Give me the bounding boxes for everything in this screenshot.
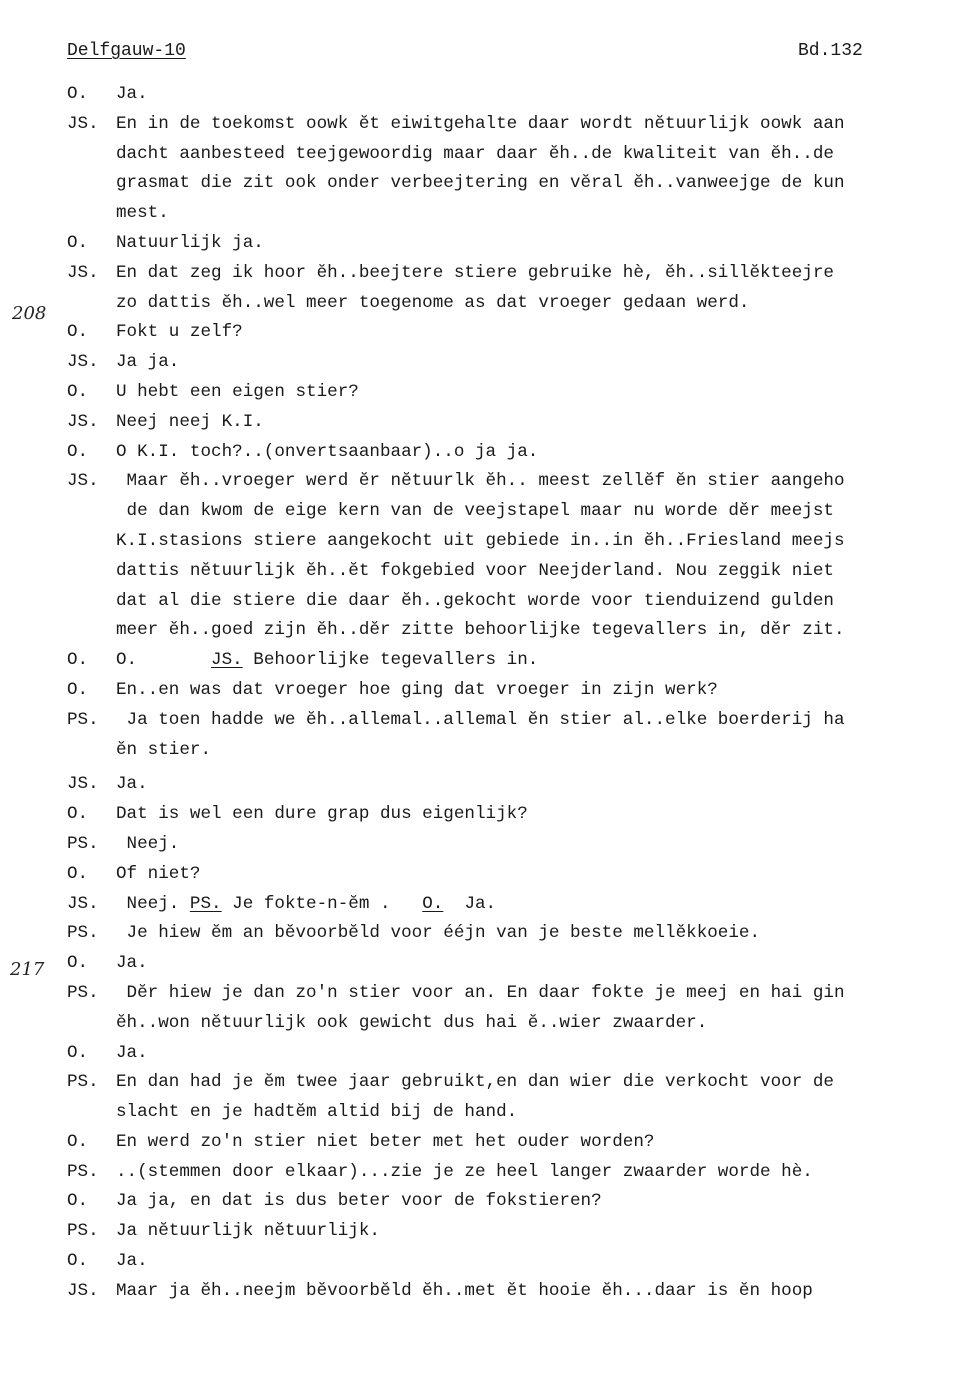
transcript-turn — [67, 110, 973, 229]
transcript-turn — [67, 770, 973, 800]
utterance-line: mest. — [116, 203, 169, 224]
utterance-line: Fokt u zelf? — [116, 322, 243, 343]
speaker-label: O. — [67, 650, 89, 671]
speaker-label: O. — [67, 84, 89, 104]
utterance-line: zo dattis ĕh..wel meer toegenome as dat vroeger gedaan werd. — [116, 292, 750, 313]
transcript-turn — [67, 949, 973, 979]
utterance-line: Ja. — [116, 774, 148, 795]
speaker-label: PS. — [67, 1161, 99, 1182]
utterance-line: En dan had je ĕm twee jaar gebruikt,en dan wier die verkocht voor de — [116, 1072, 834, 1093]
utterance-line: Ja. — [116, 1042, 148, 1063]
speaker-label: O. — [67, 863, 89, 884]
transcript-turn — [67, 1187, 973, 1217]
utterance-line: Neej. — [116, 833, 180, 854]
speaker-label: JS. — [67, 774, 99, 795]
transcript-turn — [67, 1128, 973, 1158]
utterance-line: Neej. — [116, 893, 190, 914]
utterance-line: En werd zo'n stier niet beter met het ouder worden? — [116, 1131, 655, 1152]
utterance-line: Ja ja, en dat is dus beter voor de fokstieren? — [116, 1191, 602, 1212]
speaker-label: JS. — [67, 113, 99, 134]
transcript-turn — [67, 318, 973, 348]
speaker-label: O. — [67, 1042, 89, 1063]
transcript-turn — [67, 467, 973, 646]
utterance-line: ĕh..won nĕtuurlijk ook gewicht dus hai ĕ..wier zwaarder. — [116, 1012, 708, 1033]
document-title: Delfgauw-10 — [67, 41, 186, 61]
margin-note-time-1: 208 — [12, 303, 47, 324]
speaker-label: O. — [67, 232, 89, 253]
transcript-turn — [67, 646, 973, 676]
speaker-label: O. — [67, 322, 89, 343]
transcript-turn — [67, 259, 973, 319]
utterance-line: ..(stemmen door elkaar)...zie je ze heel langer zwaarder worde hè. — [116, 1161, 813, 1182]
utterance-line: Neej neej K.I. — [116, 411, 264, 432]
speaker-label: JS. — [67, 262, 99, 283]
utterance-line: Ja. — [116, 953, 148, 974]
margin-note-time-2: 217 — [10, 959, 45, 980]
utterance-line: Natuurlijk ja. — [116, 232, 264, 253]
transcript-turn — [67, 1039, 973, 1069]
transcript-turn — [67, 979, 973, 1039]
utterance-line: En in de toekomst oowk ĕt eiwitgehalte daar wordt nĕtuurlijk oowk aan — [116, 113, 845, 134]
speaker-label: PS. — [67, 709, 99, 730]
speaker-label: O. — [67, 381, 89, 402]
utterance-line: U hebt een eigen stier? — [116, 381, 359, 402]
speaker-label: PS. — [67, 1072, 99, 1093]
speaker-label: O. — [67, 679, 89, 700]
speaker-label: JS. — [67, 411, 99, 432]
speaker-label: JS. — [67, 352, 99, 373]
transcript-turn — [67, 229, 973, 259]
transcript-turn — [67, 676, 973, 706]
inline-utterance: Behoorlijke tegevallers in. — [242, 650, 539, 671]
transcript-turn — [67, 890, 973, 920]
transcript-turn — [67, 919, 973, 949]
page-reference: Bd.132 — [798, 41, 863, 61]
speaker-label: PS. — [67, 1221, 99, 1242]
utterance-line: Ja toen hadde we ĕh..allemal..allemal ĕn stier al..elke boerderij ha — [116, 709, 845, 730]
utterance-line: dattis nĕtuurlijk ĕh..ĕt fokgebied voor Neejderland. Nou zeggik niet — [116, 560, 834, 581]
inline-utterance: Je fokte-n-ĕm . — [221, 893, 423, 914]
transcript-turn — [67, 1068, 973, 1128]
utterance-line: de dan kwom de eige kern van de veejstapel maar nu worde dĕr meejst — [116, 501, 834, 522]
utterance-line: K.I.stasions stiere aangekocht uit gebiede in..in ĕh..Friesland meejs — [116, 530, 845, 551]
utterance-line: Ja. — [116, 84, 148, 104]
transcript — [67, 80, 973, 1307]
transcript-turn — [67, 800, 973, 830]
speaker-label: JS. — [67, 893, 99, 914]
utterance-line: grasmat die zit ook onder verbeejtering en vĕral ĕh..vanweejge de kun — [116, 173, 845, 194]
utterance-line: slacht en je hadtĕm altid bij de hand. — [116, 1102, 518, 1123]
utterance-line: En..en was dat vroeger hoe ging dat vroeger in zijn werk? — [116, 679, 718, 700]
speaker-label: JS. — [67, 1280, 99, 1301]
transcript-turn — [67, 1277, 973, 1307]
speaker-label: O. — [67, 1191, 89, 1212]
utterance-line: dat al die stiere die daar ĕh..gekocht worde voor tienduizend gulden — [116, 590, 834, 611]
utterance-line: Ja ja. — [116, 352, 180, 373]
speaker-label: O. — [67, 953, 89, 974]
utterance-line: O. — [116, 650, 212, 671]
transcript-turn — [67, 408, 973, 438]
transcript-turn — [67, 378, 973, 408]
speaker-label: JS. — [67, 471, 99, 492]
utterance-line: Je hiew ĕm an bĕvoorbĕld voor ééjn van je beste mellĕkkoeie. — [116, 923, 761, 944]
utterance-line: Dat is wel een dure grap dus eigenlijk? — [116, 804, 528, 825]
inline-speaker-label: JS. — [211, 650, 243, 671]
transcript-turn — [67, 348, 973, 378]
utterance-line: Maar ĕh..vroeger werd ĕr nĕtuurlk ĕh.. meest zellĕf ĕn stier aangeho — [116, 471, 845, 492]
utterance-line: Ja nĕtuurlijk nĕtuurlijk. — [116, 1221, 380, 1242]
speaker-label: O. — [67, 804, 89, 825]
transcript-turn — [67, 438, 973, 468]
transcript-turn — [67, 860, 973, 890]
speaker-label: PS. — [67, 833, 99, 854]
utterance-line: dacht aanbesteed teejgewoordig maar daar ĕh..de kwaliteit van ĕh..de — [116, 143, 834, 164]
speaker-label: O. — [67, 441, 89, 462]
transcript-turn — [67, 80, 973, 110]
utterance-line: O K.I. toch?..(onvertsaanbaar)..o ja ja. — [116, 441, 539, 462]
transcript-turn — [67, 1247, 973, 1277]
speaker-label: O. — [67, 1131, 89, 1152]
speaker-label: PS. — [67, 923, 99, 944]
inline-utterance: Ja. — [443, 893, 497, 914]
transcript-turn — [67, 1158, 973, 1188]
inline-speaker-label: PS. — [189, 893, 222, 914]
speaker-label: O. — [67, 1251, 89, 1272]
utterance-line: Ja. — [116, 1251, 148, 1272]
transcript-turn — [67, 706, 973, 766]
speaker-label: PS. — [67, 982, 99, 1003]
utterance-line: En dat zeg ik hoor ĕh..beejtere stiere gebruike hè, ĕh..sillĕkteejre — [116, 262, 834, 283]
utterance-line: Maar ja ĕh..neejm bĕvoorbĕld ĕh..met ĕt hooie ĕh...daar is ĕn hoop — [116, 1280, 813, 1301]
utterance-line: Of niet? — [116, 863, 201, 884]
inline-speaker-label: O. — [422, 893, 444, 914]
utterance-line: ĕn stier. — [116, 739, 212, 760]
transcript-turn — [67, 830, 973, 860]
utterance-line: meer ĕh..goed zijn ĕh..dĕr zitte behoorlijke tegevallers in, dĕr zit. — [116, 620, 845, 641]
utterance-line: Dĕr hiew je dan zo'n stier voor an. En daar fokte je meej en hai gin — [116, 982, 845, 1003]
transcript-turn — [67, 1217, 973, 1247]
